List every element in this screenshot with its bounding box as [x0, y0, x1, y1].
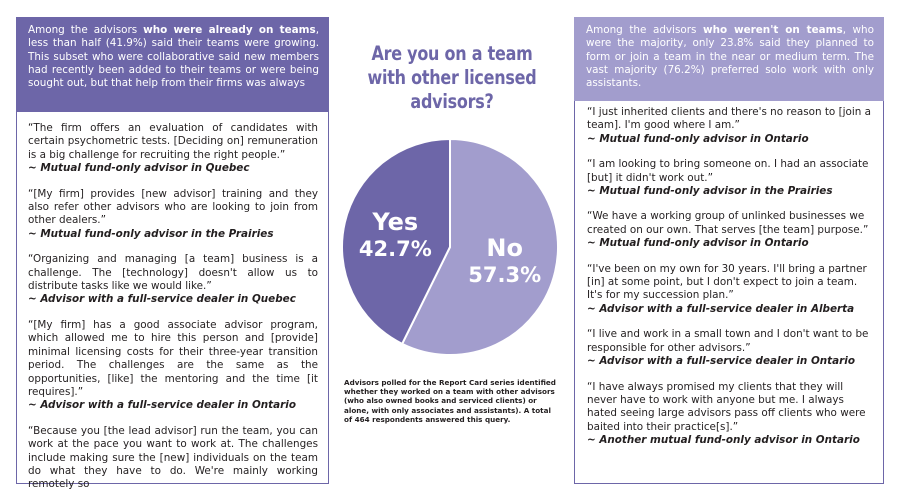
quote-text: “Because you [the lead advisor] run the team, you can work at the pace you want to work at. The challenges include making sure the [new] individuals on the team do what they have to do. We're mainly working remotely so: [28, 424, 318, 491]
quote-item: [587, 106, 875, 146]
pie-category-label: Yes: [372, 208, 419, 237]
quote-item: [28, 122, 318, 176]
left-intro-box: [16, 17, 329, 112]
quote-attribution: ~ Advisor with a full-service dealer in Ontario: [587, 355, 855, 368]
quote-text: “[My firm] provides [new advisor] training and they also refer other advisors who are looking to join from other dealers.”: [28, 187, 318, 227]
right-intro-box: [574, 17, 884, 101]
intro-text-run: , less than half (41.9%) said their teams were growing. This subset who were collaborative said new members had recently been added to their teams or were being sought out, but that help from their firms was always: [28, 24, 320, 90]
pie-chart: [338, 135, 562, 359]
quote-text: “The firm offers an evaluation of candidates with certain psychometric tests. [Deciding on] remuneration is a big challenge for recruiting the right people.”: [28, 122, 318, 161]
quote-text: “I am looking to bring someone on. I had an associate [but] it didn't work out.”: [587, 158, 869, 184]
intro-text-run: , who were the majority, only 23.8% said they planned to form or join a team in the near or medium term. The vast majority (76.2%) preferred solo work with only assistants.: [586, 24, 874, 90]
quote-text: “I just inherited clients and there's no reason to [join a team]. I'm good where I am.”: [587, 106, 872, 132]
quote-item: [587, 210, 875, 250]
quote-item: [28, 253, 318, 307]
pie-value-label: 57.3%: [468, 262, 542, 287]
quote-item: [28, 188, 318, 242]
intro-text-run: Among the advisors: [586, 24, 703, 36]
quote-attribution: ~ Mutual fund-only advisor in Quebec: [28, 162, 250, 175]
right-quotes-list: [587, 106, 875, 476]
quote-item: [28, 425, 318, 492]
intro-text-run: who were already on teams: [143, 24, 316, 36]
quote-attribution: ~ Advisor with a full-service dealer in Alberta: [587, 302, 855, 315]
quote-attribution: ~ Advisor with a full-service dealer in Quebec: [28, 293, 296, 306]
intro-text-run: Among the advisors: [28, 24, 144, 36]
quote-text: “I've been on my own for 30 years. I'll bring a partner [in] at some point, but I don't expect to join a team. It's for my succession plan.”: [587, 262, 867, 302]
chart-title: Are you on a team with other licensed advisors?: [367, 42, 537, 113]
quote-attribution: ~ Mutual fund-only advisor in Ontario: [587, 132, 809, 145]
quote-text: “We have a working group of unlinked businesses we created on our own. That serves [the team] purpose.”: [587, 210, 869, 236]
quote-attribution: ~ Another mutual fund-only advisor in Ontario: [587, 434, 860, 447]
quote-text: “[My firm] has a good associate advisor program, which allowed me to hire this person and [provide] minimal licensing costs for their three-year transition period. The challenges are the same as the opportunities, [like] the mentoring and the time [it requires].”: [28, 318, 318, 398]
quote-item: [28, 319, 318, 413]
quote-item: [587, 328, 875, 368]
pie-value-label: 42.7%: [358, 237, 432, 262]
quote-text: “Organizing and managing [a team] business is a challenge. The [technology] doesn't allow us to distribute tasks like we would like.”: [28, 253, 318, 293]
left-quotes-list: [28, 122, 318, 491]
quote-text: “I have always promised my clients that they will never have to work with anyone but me. I always hated seeing large advisors pass off clients who were baited into their practice[s].”: [587, 380, 866, 433]
chart-note: Advisors polled for the Report Card series identified whether they worked on a team with other advisors (who also owned books and serviced clients) or alone, with only associates and assistants). A total of 464 respondents answered this query.: [344, 378, 556, 424]
quote-item: [587, 158, 875, 198]
quote-attribution: ~ Mutual fund-only advisor in Ontario: [587, 237, 809, 250]
quote-item: [587, 263, 875, 317]
pie-category-label: No: [486, 233, 523, 262]
quote-attribution: ~ Advisor with a full-service dealer in Ontario: [28, 399, 296, 412]
quote-text: “I live and work in a small town and I don't want to be responsible for other advisors.”: [587, 328, 869, 354]
quote-attribution: ~ Mutual fund-only advisor in the Prairies: [587, 185, 833, 198]
quote-item: [587, 381, 875, 448]
intro-text-run: who weren't on teams: [702, 24, 843, 36]
quote-attribution: ~ Mutual fund-only advisor in the Prairies: [28, 227, 274, 240]
